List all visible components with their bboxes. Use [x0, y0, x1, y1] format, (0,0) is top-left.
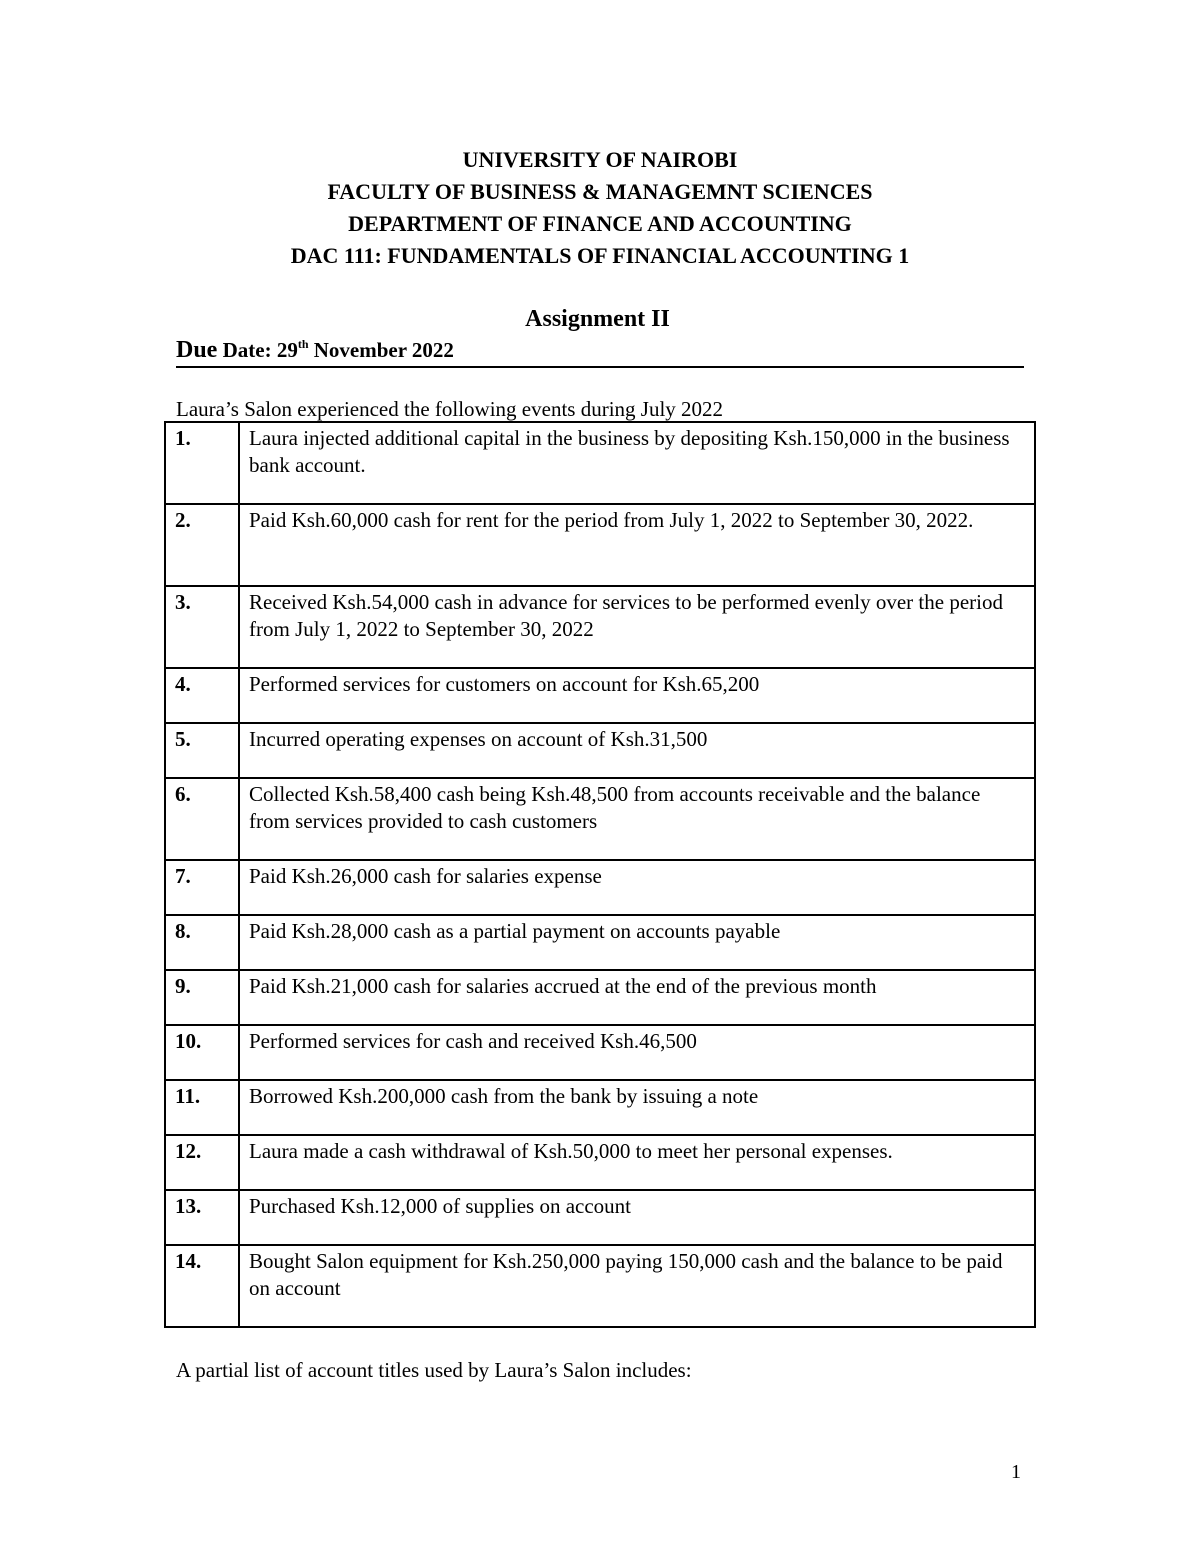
assignment-title: Assignment II: [525, 306, 670, 332]
table-row: [165, 1190, 1035, 1245]
faculty-name: FACULTY OF BUSINESS & MANAGEMNT SCIENCES: [327, 179, 873, 204]
event-number: 9.: [165, 970, 239, 1025]
event-number: 2.: [165, 504, 239, 586]
event-number: 1.: [165, 422, 239, 504]
due-date-suffix: th: [297, 337, 309, 351]
event-description: Performed services for cash and received Ksh.46,500: [239, 1025, 1035, 1080]
events-intro: Laura’s Salon experienced the following events during July 2022: [176, 397, 724, 421]
page-number: 1: [1011, 1461, 1021, 1483]
event-number: 13.: [165, 1190, 239, 1245]
table-row: [165, 586, 1035, 668]
event-description: Performed services for customers on account for Ksh.65,200: [239, 668, 1035, 723]
table-row: [165, 1080, 1035, 1135]
table-row: [165, 1245, 1035, 1327]
department-name: DEPARTMENT OF FINANCE AND ACCOUNTING: [348, 211, 852, 236]
table-row: [165, 1025, 1035, 1080]
table-row: [165, 915, 1035, 970]
table-row: [165, 970, 1035, 1025]
events-table: [164, 421, 1036, 1328]
event-description: Paid Ksh.60,000 cash for rent for the period from July 1, 2022 to September 30, 2022.: [239, 504, 1035, 586]
event-description: Paid Ksh.28,000 cash as a partial payment on accounts payable: [239, 915, 1035, 970]
event-number: 3.: [165, 586, 239, 668]
event-number: 5.: [165, 723, 239, 778]
event-number: 8.: [165, 915, 239, 970]
event-description: Bought Salon equipment for Ksh.250,000 paying 150,000 cash and the balance to be paid on account: [239, 1245, 1035, 1327]
table-row: [165, 1135, 1035, 1190]
event-description: Incurred operating expenses on account of Ksh.31,500: [239, 723, 1035, 778]
event-number: 12.: [165, 1135, 239, 1190]
event-number: 10.: [165, 1025, 239, 1080]
table-row: [165, 860, 1035, 915]
event-number: 4.: [165, 668, 239, 723]
course-title: DAC 111: FUNDAMENTALS OF FINANCIAL ACCOUNTING 1: [290, 243, 910, 268]
document-header: [0, 144, 1200, 272]
event-number: 7.: [165, 860, 239, 915]
event-description: Collected Ksh.58,400 cash being Ksh.48,500 from accounts receivable and the balance from services provided to cash customers: [239, 778, 1035, 860]
event-number: 6.: [165, 778, 239, 860]
table-row: [165, 723, 1035, 778]
event-description: Laura injected additional capital in the business by depositing Ksh.150,000 in the business bank account.: [239, 422, 1035, 504]
table-row: [165, 504, 1035, 586]
event-number: 14.: [165, 1245, 239, 1327]
event-description: Paid Ksh.26,000 cash for salaries expense: [239, 860, 1035, 915]
event-number: 11.: [165, 1080, 239, 1135]
due-date-month-year: November 2022: [308, 338, 454, 362]
table-row: [165, 778, 1035, 860]
table-row: [165, 422, 1035, 504]
event-description: Borrowed Ksh.200,000 cash from the bank by issuing a note: [239, 1080, 1035, 1135]
event-description: Received Ksh.54,000 cash in advance for services to be performed evenly over the period from July 1, 2022 to September 30, 2022: [239, 586, 1035, 668]
university-name: UNIVERSITY OF NAIROBI: [462, 147, 738, 172]
event-description: Purchased Ksh.12,000 of supplies on account: [239, 1190, 1035, 1245]
due-date-line: [176, 334, 1024, 368]
event-description: Paid Ksh.21,000 cash for salaries accrued at the end of the previous month: [239, 970, 1035, 1025]
due-date-label: Date: 29: [217, 338, 298, 362]
due-label: Due: [176, 337, 218, 363]
account-titles-intro: A partial list of account titles used by Laura’s Salon includes:: [176, 1358, 692, 1382]
table-row: [165, 668, 1035, 723]
event-description: Laura made a cash withdrawal of Ksh.50,000 to meet her personal expenses.: [239, 1135, 1035, 1190]
